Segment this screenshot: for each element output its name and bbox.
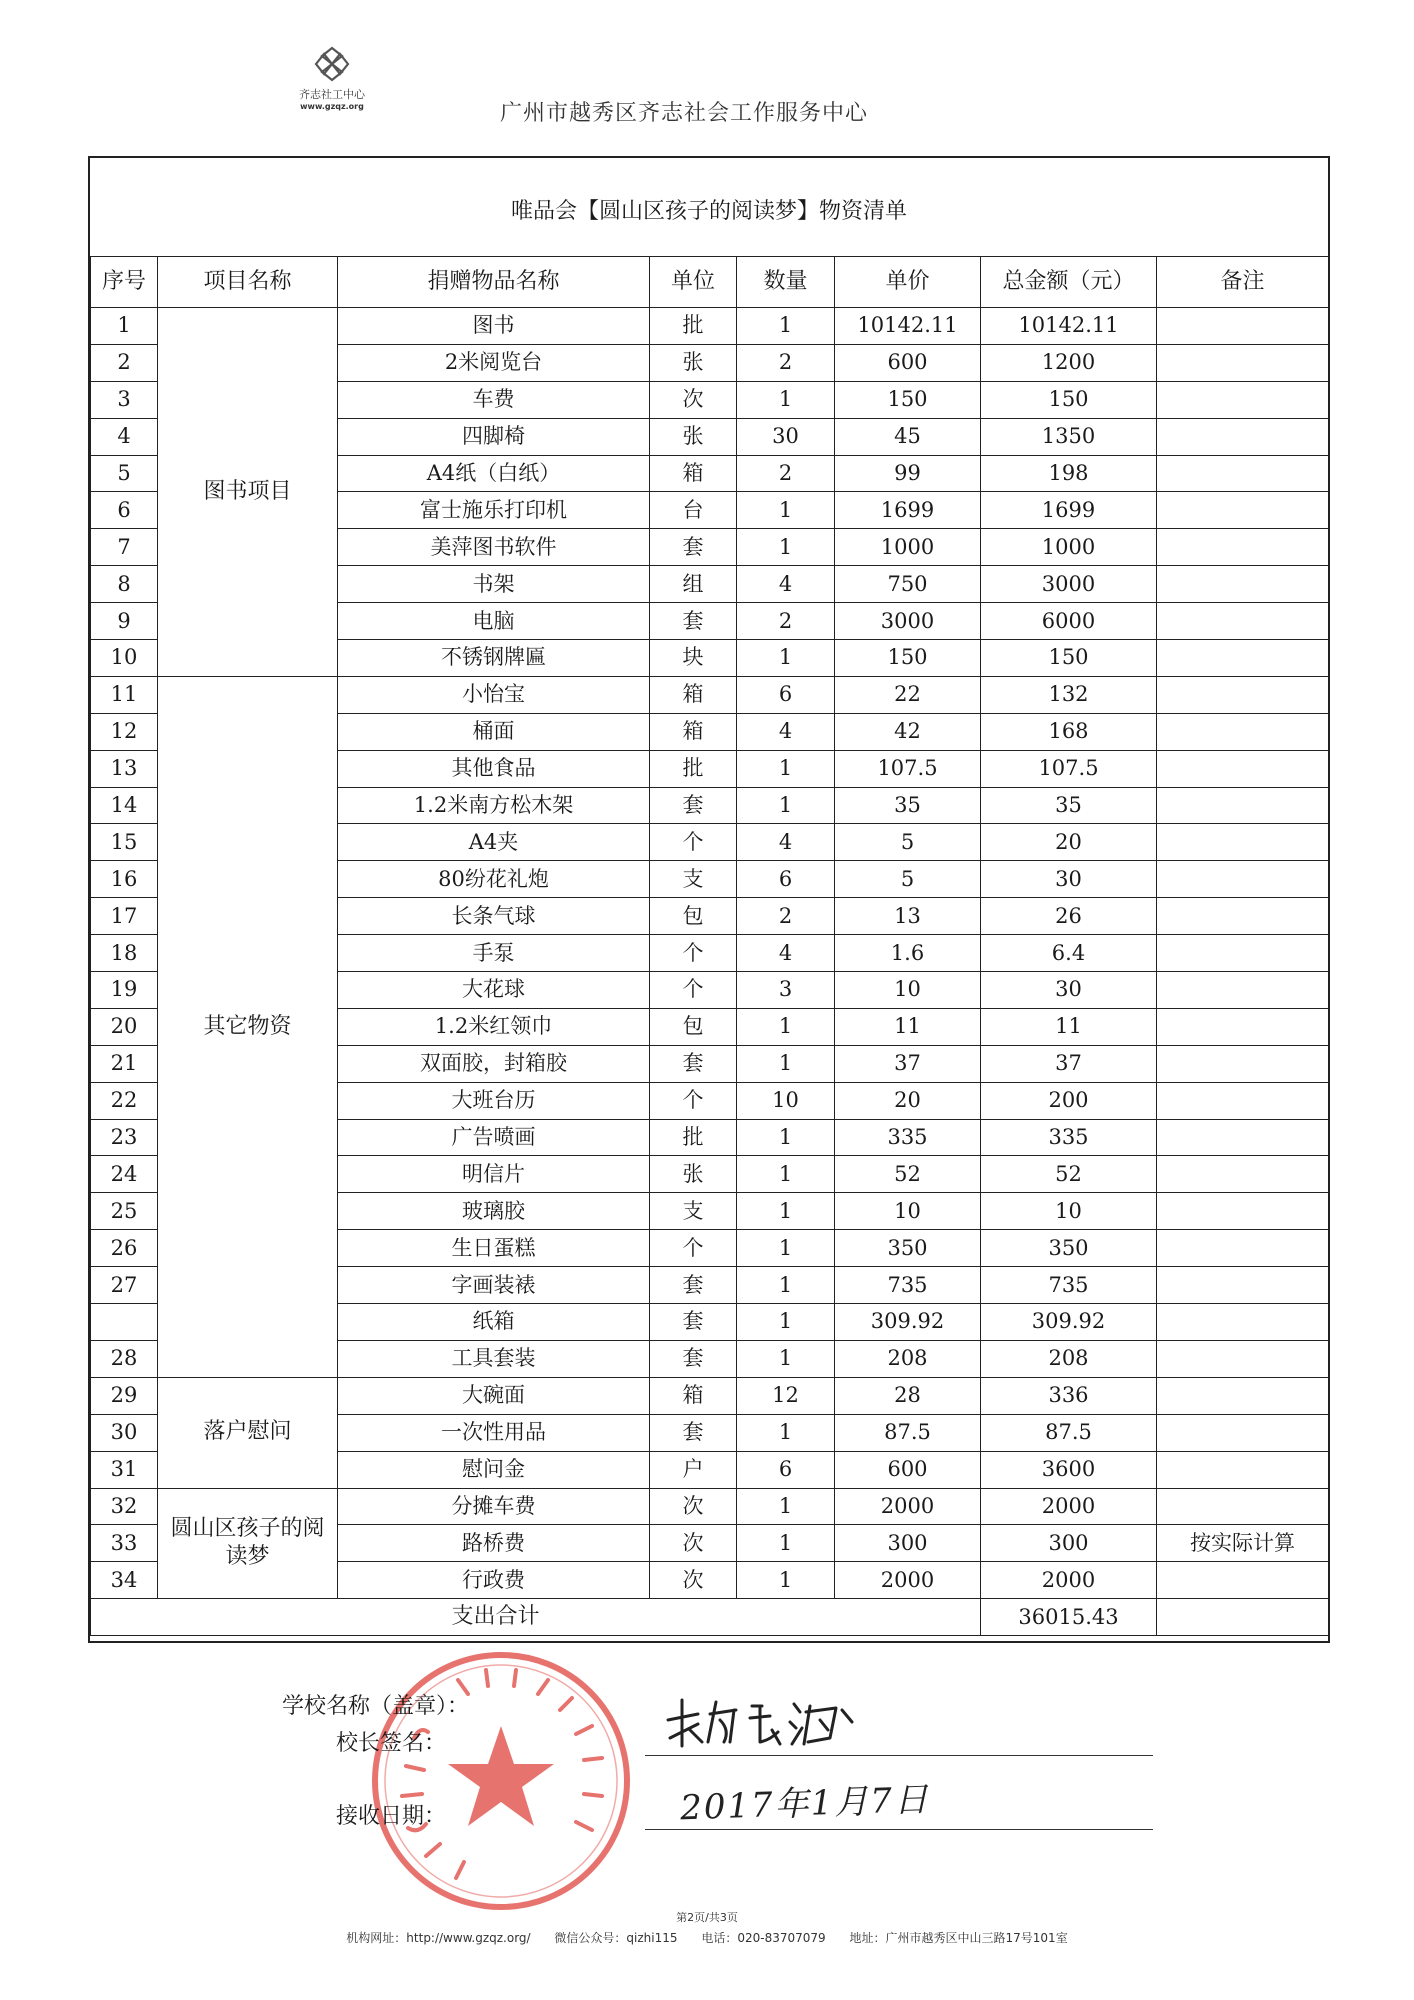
quantity: 1 (737, 1525, 835, 1562)
item-name: 美萍图书软件 (338, 529, 650, 566)
quantity: 1 (737, 381, 835, 418)
quantity: 2 (737, 898, 835, 935)
amount: 1350 (981, 418, 1157, 455)
quantity: 4 (737, 935, 835, 972)
amount: 336 (981, 1377, 1157, 1414)
header-price: 单价 (835, 257, 981, 308)
amount: 37 (981, 1045, 1157, 1082)
unit-price: 52 (835, 1156, 981, 1193)
header-amount: 总金额（元） (981, 257, 1157, 308)
unit-price: 10 (835, 972, 981, 1009)
total-amount: 36015.43 (981, 1599, 1157, 1636)
unit-price: 5 (835, 861, 981, 898)
quantity: 4 (737, 566, 835, 603)
sheet-title: 唯品会【圆山区孩子的阅读梦】物资清单 (510, 199, 907, 224)
handwritten-date: 2017年1月7日 (679, 1779, 931, 1829)
unit: 户 (650, 1451, 737, 1488)
amount: 1200 (981, 344, 1157, 381)
amount: 26 (981, 898, 1157, 935)
amount: 1699 (981, 492, 1157, 529)
amount: 10 (981, 1193, 1157, 1230)
note (1157, 824, 1329, 861)
unit: 张 (650, 344, 737, 381)
quantity: 6 (737, 676, 835, 713)
header-no: 序号 (91, 257, 158, 308)
row-no: 14 (91, 787, 158, 824)
row-no: 15 (91, 824, 158, 861)
header-qty: 数量 (737, 257, 835, 308)
unit: 包 (650, 898, 737, 935)
item-name: 四脚椅 (338, 418, 650, 455)
goods-table (90, 256, 1329, 1636)
org-logo-icon (312, 44, 352, 84)
note (1157, 1267, 1329, 1304)
row-no: 7 (91, 529, 158, 566)
item-name: 大班台历 (338, 1082, 650, 1119)
unit-price: 350 (835, 1230, 981, 1267)
item-name: 双面胶，封箱胶 (338, 1045, 650, 1082)
note (1157, 418, 1329, 455)
unit: 箱 (650, 1377, 737, 1414)
unit-price: 1000 (835, 529, 981, 566)
row-no: 11 (91, 676, 158, 713)
item-name: 一次性用品 (338, 1414, 650, 1451)
note (1157, 566, 1329, 603)
quantity: 1 (737, 1156, 835, 1193)
unit: 套 (650, 603, 737, 640)
amount: 20 (981, 824, 1157, 861)
unit: 支 (650, 861, 737, 898)
row-no: 25 (91, 1193, 158, 1230)
quantity: 2 (737, 603, 835, 640)
amount: 200 (981, 1082, 1157, 1119)
project-books: 图书项目 (158, 308, 338, 677)
quantity: 12 (737, 1377, 835, 1414)
unit-price: 11 (835, 1008, 981, 1045)
total-row (91, 1599, 1329, 1636)
header-item: 捐赠物品名称 (338, 257, 650, 308)
quantity: 2 (737, 455, 835, 492)
table-row (91, 308, 1329, 345)
note (1157, 492, 1329, 529)
unit: 个 (650, 824, 737, 861)
amount: 150 (981, 381, 1157, 418)
amount: 2000 (981, 1488, 1157, 1525)
item-name: 其他食品 (338, 750, 650, 787)
quantity: 1 (737, 640, 835, 677)
unit-price: 3000 (835, 603, 981, 640)
principal-sign-label: 校长签名： (336, 1731, 447, 1756)
note (1157, 1488, 1329, 1525)
unit: 个 (650, 1230, 737, 1267)
row-no: 17 (91, 898, 158, 935)
note (1157, 1562, 1329, 1599)
item-name: A4夹 (338, 824, 650, 861)
note (1157, 750, 1329, 787)
org-name: 广州市越秀区齐志社会工作服务中心 (500, 101, 869, 126)
unit: 台 (650, 492, 737, 529)
row-no: 28 (91, 1340, 158, 1377)
date-line (645, 1829, 1153, 1830)
amount: 6000 (981, 603, 1157, 640)
row-no: 27 (91, 1267, 158, 1304)
unit: 套 (650, 1340, 737, 1377)
unit: 张 (650, 418, 737, 455)
row-no: 24 (91, 1156, 158, 1193)
item-name: 图书 (338, 308, 650, 345)
quantity: 1 (737, 1414, 835, 1451)
quantity: 10 (737, 1082, 835, 1119)
row-no: 12 (91, 713, 158, 750)
unit-price: 150 (835, 640, 981, 677)
org-logo (282, 44, 382, 111)
unit-price: 300 (835, 1525, 981, 1562)
stamp-star-icon (448, 1726, 554, 1826)
item-name: 大花球 (338, 972, 650, 1009)
row-no: 19 (91, 972, 158, 1009)
row-no: 1 (91, 308, 158, 345)
unit: 次 (650, 1562, 737, 1599)
unit: 套 (650, 1414, 737, 1451)
amount: 335 (981, 1119, 1157, 1156)
logo-url: www.gzqz.org (300, 102, 364, 111)
footer-address: 地址：广州市越秀区中山三路17号101室 (849, 1931, 1068, 1945)
item-name: 行政费 (338, 1562, 650, 1599)
item-name: 1.2米南方松木架 (338, 787, 650, 824)
unit-price: 309.92 (835, 1304, 981, 1341)
note (1157, 1377, 1329, 1414)
unit-price: 1.6 (835, 935, 981, 972)
item-name: 80纷花礼炮 (338, 861, 650, 898)
unit: 套 (650, 529, 737, 566)
quantity: 2 (737, 344, 835, 381)
unit: 次 (650, 1525, 737, 1562)
row-no: 6 (91, 492, 158, 529)
quantity: 1 (737, 1562, 835, 1599)
quantity: 1 (737, 1340, 835, 1377)
logo-text: 齐志社工中心 (299, 88, 365, 101)
amount: 208 (981, 1340, 1157, 1377)
row-no: 29 (91, 1377, 158, 1414)
unit: 组 (650, 566, 737, 603)
row-no (91, 1304, 158, 1341)
unit: 箱 (650, 713, 737, 750)
unit-price: 150 (835, 381, 981, 418)
principal-signature (660, 1690, 860, 1750)
unit: 次 (650, 1488, 737, 1525)
goods-list-frame (88, 156, 1330, 1643)
unit: 套 (650, 787, 737, 824)
amount: 309.92 (981, 1304, 1157, 1341)
unit: 批 (650, 1119, 737, 1156)
row-no: 32 (91, 1488, 158, 1525)
unit: 次 (650, 381, 737, 418)
amount: 11 (981, 1008, 1157, 1045)
item-name: 车费 (338, 381, 650, 418)
amount: 30 (981, 861, 1157, 898)
row-no: 22 (91, 1082, 158, 1119)
unit-price: 600 (835, 1451, 981, 1488)
note (1157, 529, 1329, 566)
item-name: 2米阅览台 (338, 344, 650, 381)
row-no: 5 (91, 455, 158, 492)
item-name: 玻璃胶 (338, 1193, 650, 1230)
item-name: 1.2米红领巾 (338, 1008, 650, 1045)
total-label: 支出合计 (451, 1604, 540, 1630)
item-name: 纸箱 (338, 1304, 650, 1341)
unit-price: 99 (835, 455, 981, 492)
item-name: 书架 (338, 566, 650, 603)
amount: 132 (981, 676, 1157, 713)
quantity: 1 (737, 529, 835, 566)
total-label-cell (91, 1599, 981, 1636)
note (1157, 1451, 1329, 1488)
unit-price: 45 (835, 418, 981, 455)
item-name: 不锈钢牌匾 (338, 640, 650, 677)
quantity: 1 (737, 1230, 835, 1267)
note (1157, 787, 1329, 824)
amount: 198 (981, 455, 1157, 492)
row-no: 31 (91, 1451, 158, 1488)
item-name: 分摊车费 (338, 1488, 650, 1525)
amount: 350 (981, 1230, 1157, 1267)
unit-price: 750 (835, 566, 981, 603)
amount: 10142.11 (981, 308, 1157, 345)
unit: 套 (650, 1045, 737, 1082)
footer-website: 机构网址：http://www.gzqz.org/ (346, 1931, 531, 1945)
unit: 张 (650, 1156, 737, 1193)
signature-line (645, 1755, 1153, 1756)
page-number: 第2页/共3页 (676, 1911, 738, 1924)
row-no: 26 (91, 1230, 158, 1267)
item-name: 广告喷画 (338, 1119, 650, 1156)
item-name: 桶面 (338, 713, 650, 750)
unit-price: 22 (835, 676, 981, 713)
quantity: 1 (737, 308, 835, 345)
item-name: 明信片 (338, 1156, 650, 1193)
note (1157, 344, 1329, 381)
row-no: 2 (91, 344, 158, 381)
unit-price: 600 (835, 344, 981, 381)
row-no: 21 (91, 1045, 158, 1082)
unit: 个 (650, 972, 737, 1009)
unit: 个 (650, 935, 737, 972)
unit-price: 5 (835, 824, 981, 861)
row-no: 30 (91, 1414, 158, 1451)
note (1157, 1340, 1329, 1377)
note (1157, 713, 1329, 750)
unit-price: 107.5 (835, 750, 981, 787)
quantity: 1 (737, 1119, 835, 1156)
unit: 块 (650, 640, 737, 677)
row-no: 9 (91, 603, 158, 640)
note (1157, 1045, 1329, 1082)
amount: 168 (981, 713, 1157, 750)
item-name: 工具套装 (338, 1340, 650, 1377)
row-no: 8 (91, 566, 158, 603)
row-no: 20 (91, 1008, 158, 1045)
footer-phone: 电话：020-83707079 (701, 1931, 826, 1945)
quantity: 1 (737, 1267, 835, 1304)
item-name: 慰问金 (338, 1451, 650, 1488)
unit: 批 (650, 308, 737, 345)
unit-price: 35 (835, 787, 981, 824)
unit: 个 (650, 1082, 737, 1119)
item-name: 大碗面 (338, 1377, 650, 1414)
table-row (91, 1488, 1329, 1525)
note: 按实际计算 (1157, 1525, 1329, 1562)
quantity: 1 (737, 1045, 835, 1082)
note (1157, 861, 1329, 898)
note (1157, 455, 1329, 492)
item-name: 生日蛋糕 (338, 1230, 650, 1267)
amount: 2000 (981, 1562, 1157, 1599)
receive-date-label: 接收日期： (336, 1804, 447, 1829)
unit-price: 10142.11 (835, 308, 981, 345)
note (1157, 676, 1329, 713)
amount: 107.5 (981, 750, 1157, 787)
note (1157, 1414, 1329, 1451)
quantity: 6 (737, 861, 835, 898)
note (1157, 898, 1329, 935)
unit: 批 (650, 750, 737, 787)
unit-price: 1699 (835, 492, 981, 529)
note (1157, 381, 1329, 418)
note (1157, 1156, 1329, 1193)
unit: 套 (650, 1304, 737, 1341)
item-name: 字画装裱 (338, 1267, 650, 1304)
item-name: A4纸（白纸） (338, 455, 650, 492)
footer-wechat: 微信公众号：qizhi115 (554, 1931, 678, 1945)
unit-price: 13 (835, 898, 981, 935)
header-note: 备注 (1157, 257, 1329, 308)
amount: 6.4 (981, 935, 1157, 972)
unit: 箱 (650, 676, 737, 713)
note (1157, 1193, 1329, 1230)
item-name: 小怡宝 (338, 676, 650, 713)
unit-price: 208 (835, 1340, 981, 1377)
project-other-supplies: 其它物资 (158, 676, 338, 1377)
project-household-visit: 落户慰问 (158, 1377, 338, 1488)
row-no: 10 (91, 640, 158, 677)
note (1157, 640, 1329, 677)
quantity: 1 (737, 1304, 835, 1341)
school-name-label: 学校名称（盖章）： (282, 1694, 470, 1719)
unit-price: 87.5 (835, 1414, 981, 1451)
amount: 150 (981, 640, 1157, 677)
unit-price: 335 (835, 1119, 981, 1156)
quantity: 1 (737, 492, 835, 529)
note (1157, 1008, 1329, 1045)
header-project: 项目名称 (158, 257, 338, 308)
amount: 87.5 (981, 1414, 1157, 1451)
unit-price: 10 (835, 1193, 981, 1230)
note (1157, 1119, 1329, 1156)
note (1157, 972, 1329, 1009)
row-no: 34 (91, 1562, 158, 1599)
unit-price: 2000 (835, 1488, 981, 1525)
unit-price: 28 (835, 1377, 981, 1414)
item-name: 长条气球 (338, 898, 650, 935)
unit-price: 37 (835, 1045, 981, 1082)
row-no: 16 (91, 861, 158, 898)
unit: 箱 (650, 455, 737, 492)
quantity: 1 (737, 1008, 835, 1045)
item-name: 电脑 (338, 603, 650, 640)
row-no: 23 (91, 1119, 158, 1156)
amount: 1000 (981, 529, 1157, 566)
quantity: 6 (737, 1451, 835, 1488)
item-name: 手泵 (338, 935, 650, 972)
quantity: 30 (737, 418, 835, 455)
quantity: 3 (737, 972, 835, 1009)
amount: 52 (981, 1156, 1157, 1193)
row-no: 4 (91, 418, 158, 455)
unit: 支 (650, 1193, 737, 1230)
table-row (91, 1377, 1329, 1414)
amount: 3600 (981, 1451, 1157, 1488)
amount: 3000 (981, 566, 1157, 603)
header-unit: 单位 (650, 257, 737, 308)
quantity: 1 (737, 1488, 835, 1525)
unit-price: 20 (835, 1082, 981, 1119)
note (1157, 935, 1329, 972)
unit-price: 735 (835, 1267, 981, 1304)
unit: 套 (650, 1267, 737, 1304)
quantity: 4 (737, 824, 835, 861)
amount: 735 (981, 1267, 1157, 1304)
unit-price: 2000 (835, 1562, 981, 1599)
unit-price: 42 (835, 713, 981, 750)
item-name: 路桥费 (338, 1525, 650, 1562)
amount: 30 (981, 972, 1157, 1009)
amount: 35 (981, 787, 1157, 824)
row-no: 13 (91, 750, 158, 787)
school-stamp (366, 1646, 636, 1916)
table-row (91, 676, 1329, 713)
note (1157, 1230, 1329, 1267)
unit: 包 (650, 1008, 737, 1045)
row-no: 18 (91, 935, 158, 972)
row-no: 3 (91, 381, 158, 418)
total-note (1157, 1599, 1329, 1636)
note (1157, 603, 1329, 640)
row-no: 33 (91, 1525, 158, 1562)
note (1157, 1082, 1329, 1119)
footer-contact (0, 1929, 1414, 1946)
project-reading-dream: 圆山区孩子的阅读梦 (158, 1488, 338, 1599)
item-name: 富士施乐打印机 (338, 492, 650, 529)
quantity: 1 (737, 750, 835, 787)
note (1157, 1304, 1329, 1341)
quantity: 1 (737, 787, 835, 824)
amount: 300 (981, 1525, 1157, 1562)
quantity: 4 (737, 713, 835, 750)
table-header-row (91, 257, 1329, 308)
goods-body (91, 308, 1329, 1599)
note (1157, 308, 1329, 345)
quantity: 1 (737, 1193, 835, 1230)
